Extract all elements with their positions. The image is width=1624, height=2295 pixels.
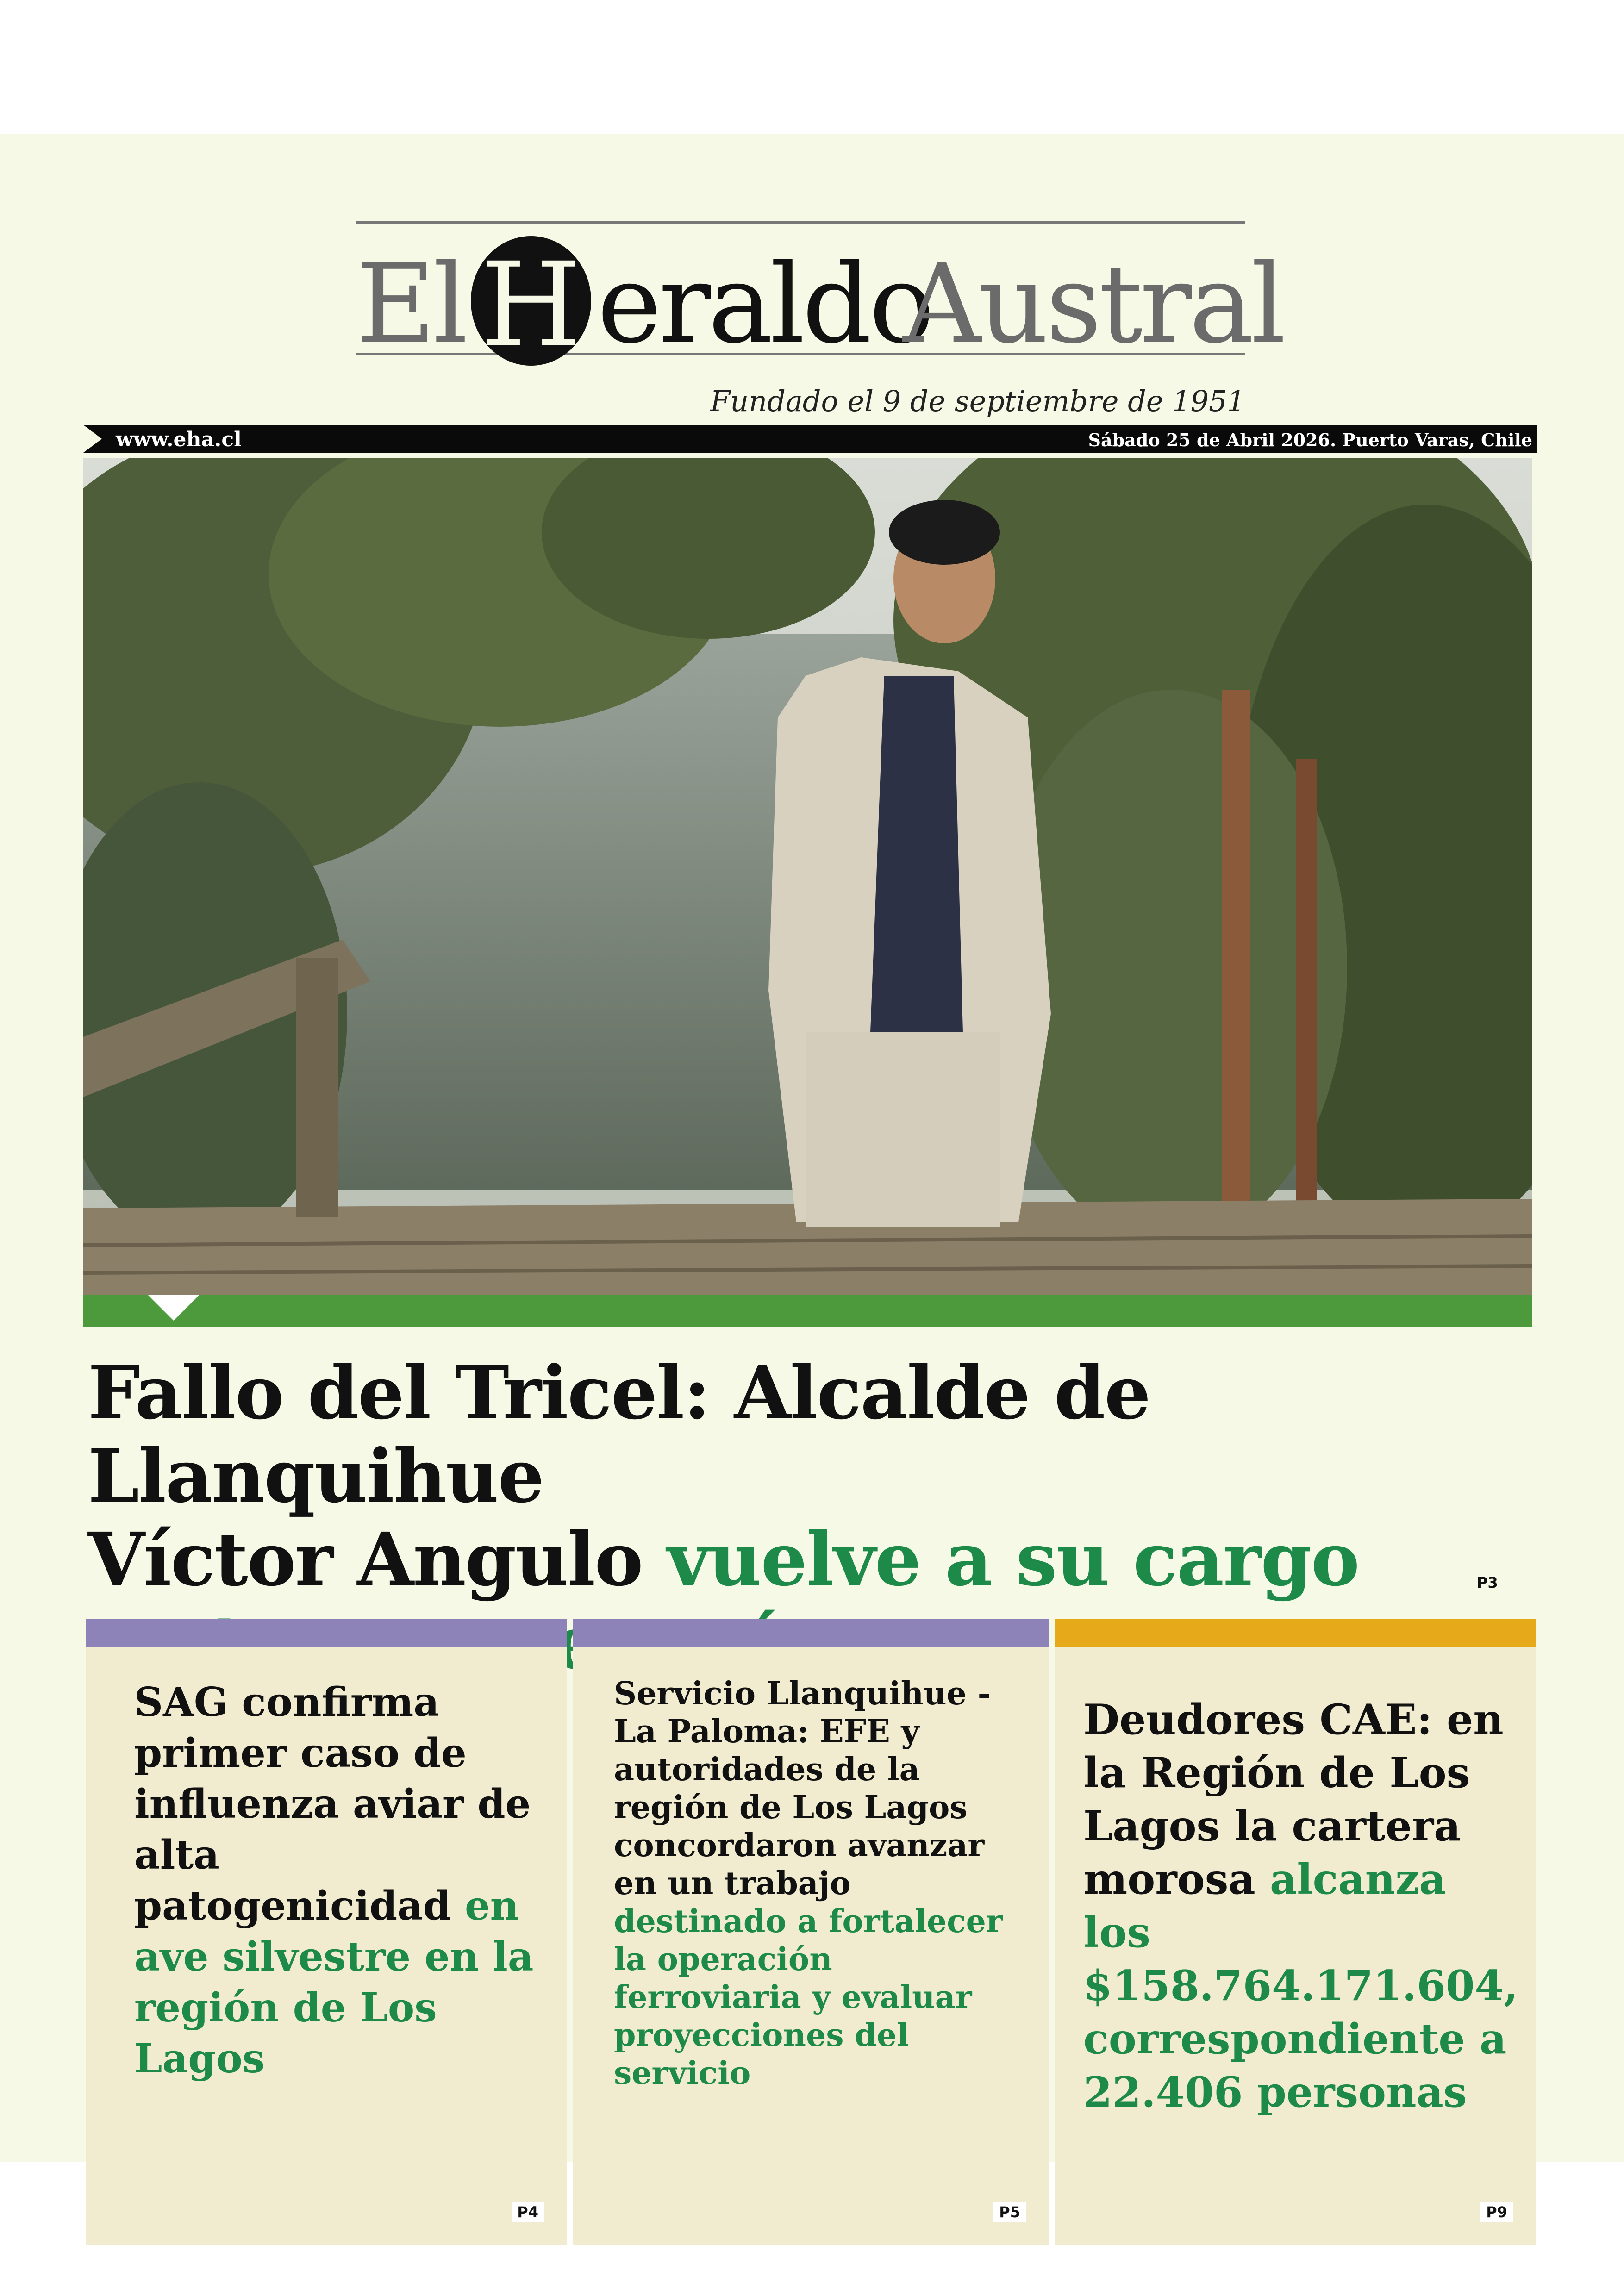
website-link[interactable]: www.eha.cl xyxy=(116,428,242,451)
masthead xyxy=(356,218,1283,418)
headline-line-1: Fallo del Tricel: Alcalde de Llanquihue xyxy=(88,1350,1150,1519)
story-3-black: Deudores CAE: en la Región de Los Lagos la cartera morosa xyxy=(1083,1695,1504,1904)
headline-page-ref: P3 xyxy=(1477,1574,1498,1591)
headline-divider xyxy=(83,1295,1532,1327)
story-1-band xyxy=(86,1619,567,1647)
masthead-h-logo xyxy=(465,231,597,370)
story-2-text xyxy=(614,1675,1026,2092)
masthead-word-eraldo: eraldo xyxy=(597,241,932,368)
story-1-black: SAG confirma primer caso de influenza aviar de alta patogenicidad xyxy=(134,1679,531,1929)
masthead-word-el: El xyxy=(356,241,465,368)
story-box-2[interactable] xyxy=(573,1619,1049,2245)
story-3-page-ref: P9 xyxy=(1480,2202,1513,2222)
info-bar xyxy=(83,425,1537,453)
story-1-text xyxy=(134,1677,542,2084)
portrait-photo-icon xyxy=(83,458,1532,1295)
story-3-band xyxy=(1055,1619,1536,1647)
story-3-green: alcanza los $158.764.171.604, correspondiente a 22.406 personas xyxy=(1083,1855,1518,2117)
story-2-black: Servicio Llanquihue - La Paloma: EFE y autoridades de la región de Los Lagos concordaron avanzar en un trabajo xyxy=(614,1675,991,1902)
story-3-text xyxy=(1083,1693,1518,2119)
newspaper-page xyxy=(0,134,1624,2221)
cover-photo xyxy=(83,458,1532,1295)
issue-date: Sábado 25 de Abril 2026. Puerto Varas, Chile xyxy=(1088,430,1532,450)
story-2-page-ref: P5 xyxy=(993,2202,1026,2222)
masthead-top-rule xyxy=(356,221,1245,224)
story-2-band xyxy=(573,1619,1049,1647)
story-box-1[interactable] xyxy=(86,1619,567,2245)
headline-line-2 xyxy=(88,1518,1523,1602)
story-1-green: en ave silvestre en la región de Los Lagos xyxy=(134,1883,534,2082)
story-box-3[interactable] xyxy=(1055,1619,1536,2245)
masthead-word-austral: Austral xyxy=(903,241,1283,368)
founded-line: Fundado el 9 de septiembre de 1951 xyxy=(710,384,1245,418)
headline-line-2-green: vuelve a su cargo xyxy=(667,1517,1359,1603)
masthead-h-letter: H xyxy=(480,237,582,370)
story-2-green: destinado a fortalecer la operación ferroviaria y evaluar proyecciones del servicio xyxy=(614,1903,1003,2092)
arrow-icon xyxy=(83,425,102,453)
divider-notch-icon xyxy=(148,1295,199,1321)
headline-line-2-black: Víctor Angulo xyxy=(88,1517,667,1603)
story-1-page-ref: P4 xyxy=(512,2202,544,2222)
